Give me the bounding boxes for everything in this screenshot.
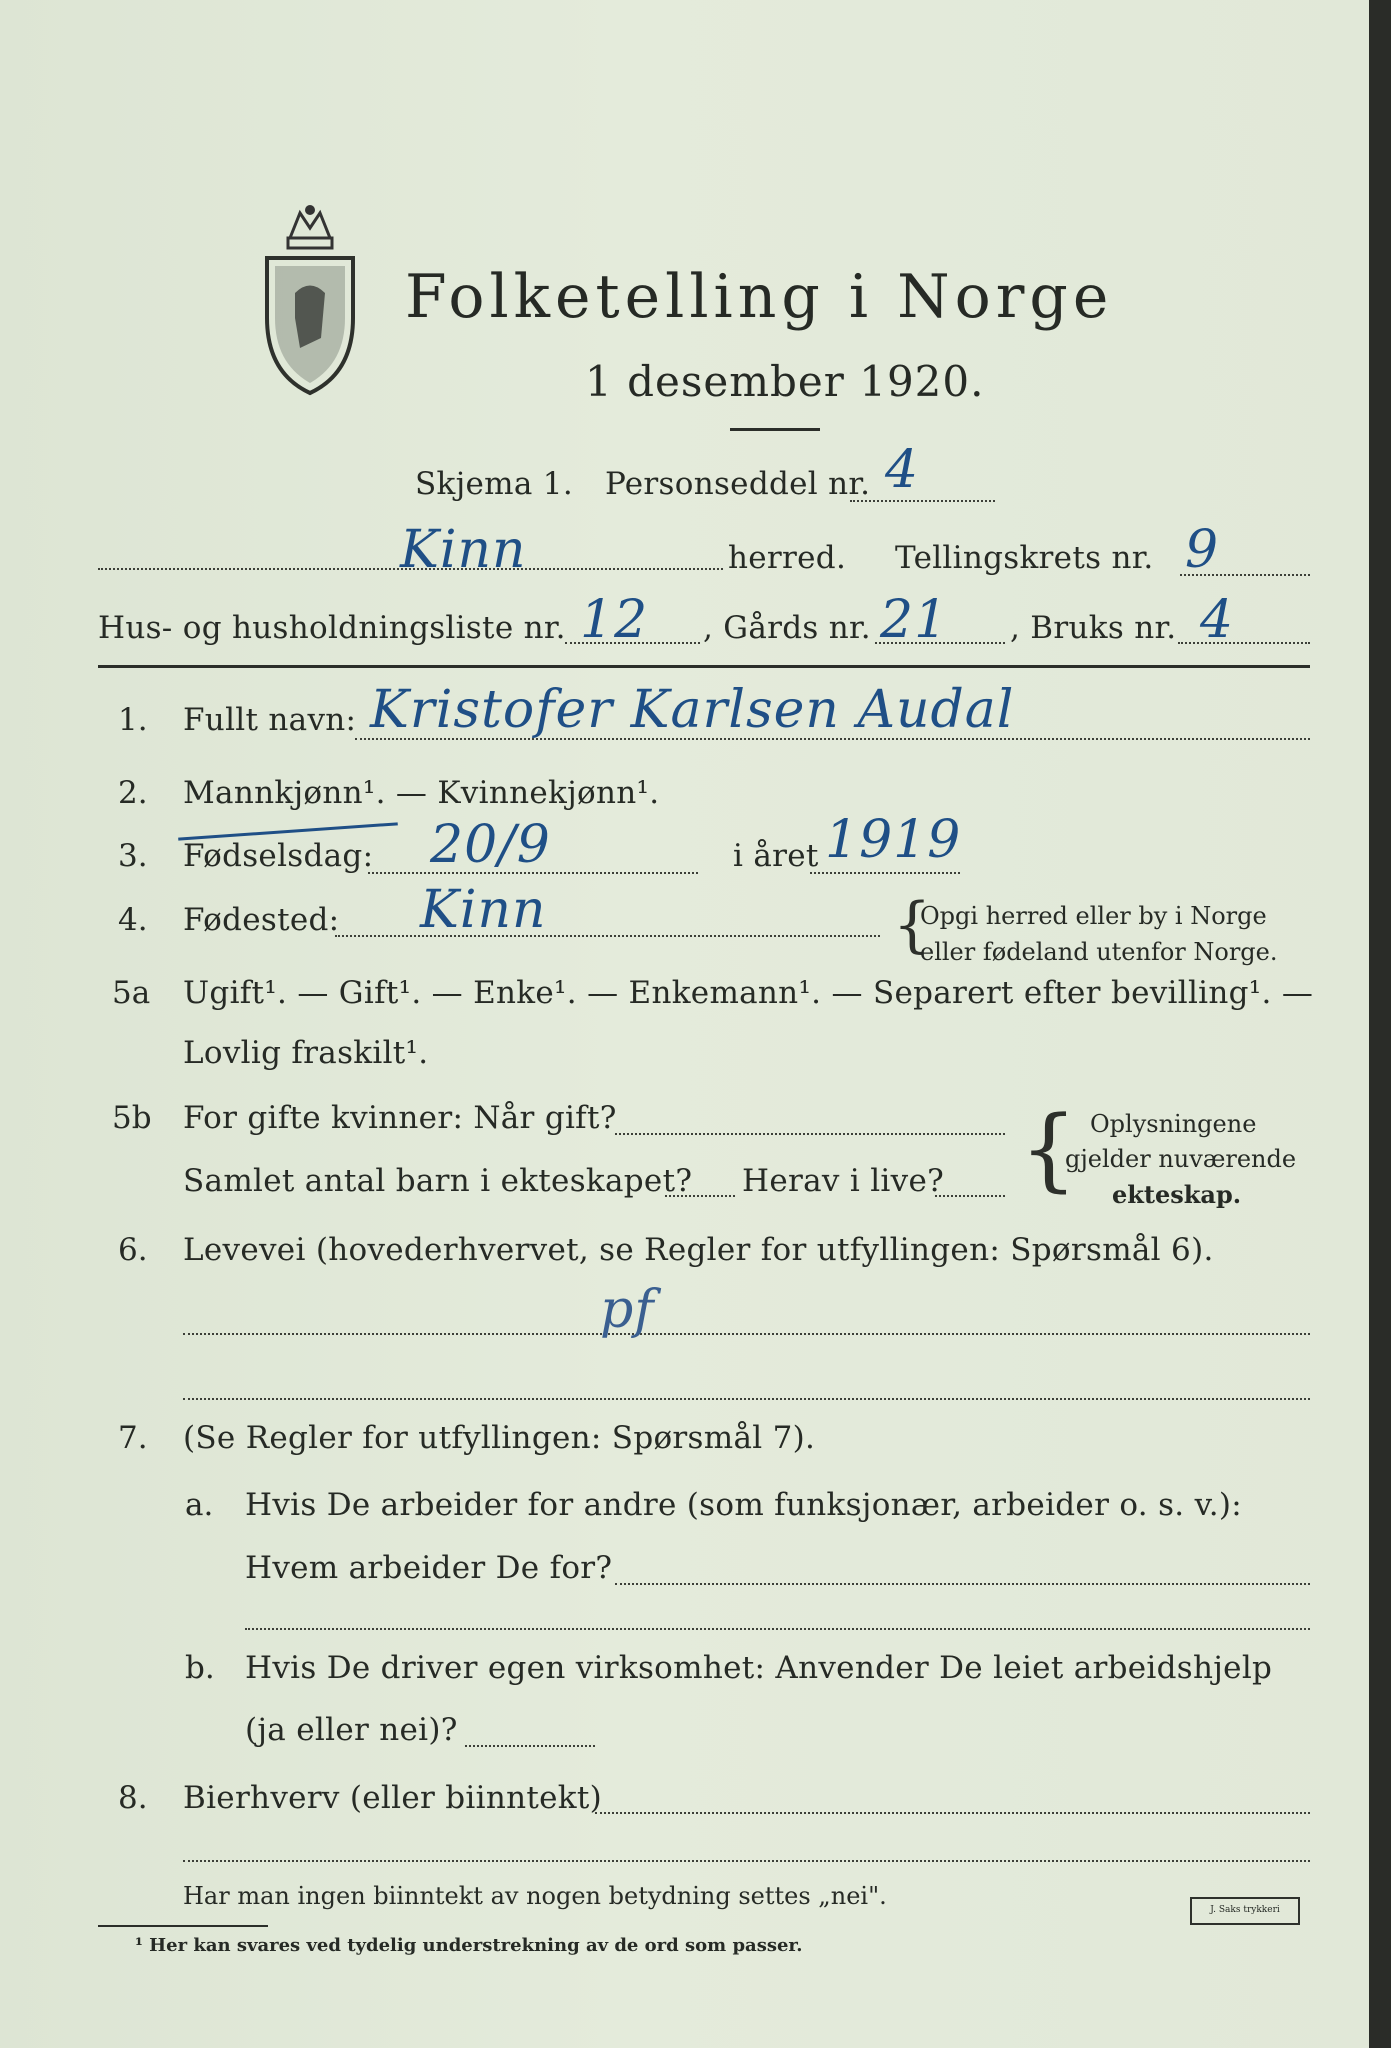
personseddel-value[interactable]: 4 xyxy=(885,440,920,500)
q2-label: Mannkjønn¹. — Kvinnekjønn¹. xyxy=(183,775,660,811)
q5b-label-2: Samlet antal barn i ekteskapet? xyxy=(183,1163,693,1199)
q7-number: 7. xyxy=(118,1420,148,1456)
q5b-note-1: Oplysningene xyxy=(1090,1110,1257,1138)
occupation-value[interactable]: pf xyxy=(600,1280,655,1340)
q1-label: Fullt navn: xyxy=(183,702,357,738)
header-rule xyxy=(98,665,1310,668)
bruks-label: , Bruks nr. xyxy=(1010,610,1177,646)
schema-label: Skjema 1. xyxy=(415,466,573,502)
q4-brace: { xyxy=(893,890,932,960)
alive-line xyxy=(935,1195,1005,1197)
q6-label: Levevei (hovederhvervet, se Regler for utfyllingen: Spørsmål 6). xyxy=(183,1232,1214,1268)
birthdate-value[interactable]: 20/9 xyxy=(430,815,551,875)
q7b-label: Hvis De driver egen virksomhet: Anvender De leiet arbeidshjelp xyxy=(245,1650,1273,1686)
children-line xyxy=(665,1195,735,1197)
personseddel-label: Personseddel nr. xyxy=(605,466,871,502)
full-name-value[interactable]: Kristofer Karlsen Audal xyxy=(370,680,1015,740)
year-value[interactable]: 1919 xyxy=(825,810,962,870)
q5b-brace: { xyxy=(1020,1097,1078,1202)
bruks-line xyxy=(1178,642,1310,644)
q7b-label-2: (ja eller nei)? xyxy=(245,1712,458,1748)
q1-number: 1. xyxy=(118,702,148,738)
q7a-label-2: Hvem arbeider De for? xyxy=(245,1550,613,1586)
footnote-rule xyxy=(98,1925,268,1927)
married-when-line xyxy=(615,1133,1005,1135)
census-date: 1 desember 1920. xyxy=(585,357,985,406)
q8-label: Bierhverv (eller biinntekt) xyxy=(183,1780,603,1816)
hired-help-line xyxy=(465,1745,595,1747)
gards-label: , Gårds nr. xyxy=(703,610,871,646)
hus-value[interactable]: 12 xyxy=(580,590,649,650)
q7-label: (Se Regler for utfyllingen: Spørsmål 7). xyxy=(183,1420,816,1456)
tellingskrets-label: Tellingskrets nr. xyxy=(895,540,1154,576)
q5a-number: 5a xyxy=(112,975,151,1011)
birthplace-value[interactable]: Kinn xyxy=(420,880,547,940)
gards-value[interactable]: 21 xyxy=(880,590,949,650)
coat-of-arms-icon xyxy=(255,198,365,398)
herred-label: herred. xyxy=(728,540,847,576)
q4-number: 4. xyxy=(118,902,148,938)
tellingskrets-value[interactable]: 9 xyxy=(1185,520,1220,580)
employer-line-2 xyxy=(245,1628,1310,1630)
herred-value[interactable]: Kinn xyxy=(400,520,527,580)
occupation-line-2 xyxy=(183,1398,1310,1400)
q3-label: Fødselsdag: xyxy=(183,838,374,874)
q8-note: Har man ingen biinntekt av nogen betydning settes „nei". xyxy=(183,1882,887,1910)
q2-number: 2. xyxy=(118,775,148,811)
q5b-label: For gifte kvinner: Når gift? xyxy=(183,1100,617,1136)
employer-line-1 xyxy=(615,1583,1310,1585)
hus-label: Hus- og husholdningsliste nr. xyxy=(98,610,566,646)
year-line xyxy=(810,872,960,874)
q3-number: 3. xyxy=(118,838,148,874)
q4-label: Fødested: xyxy=(183,902,340,938)
q4-note-1: Opgi herred eller by i Norge xyxy=(920,902,1267,930)
q7b-letter: b. xyxy=(185,1650,215,1686)
q7a-label: Hvis De arbeider for andre (som funksjonær, arbeider o. s. v.): xyxy=(245,1487,1243,1523)
form-title: Folketelling i Norge xyxy=(405,262,1114,332)
q5a-label: Ugift¹. — Gift¹. — Enke¹. — Enkemann¹. — Separert efter bevilling¹. — xyxy=(183,975,1314,1011)
personseddel-line xyxy=(850,500,995,502)
q4-note-2: eller fødeland utenfor Norge. xyxy=(920,938,1278,966)
birthplace-line xyxy=(335,935,880,937)
q6-number: 6. xyxy=(118,1232,148,1268)
side-income-line-2 xyxy=(183,1860,1310,1862)
footnote: ¹ Her kan svares ved tydelig understrekning av de ord som passer. xyxy=(135,1935,803,1956)
q8-number: 8. xyxy=(118,1780,148,1816)
year-label: i året xyxy=(733,838,819,874)
q5b-label-3: Herav i live? xyxy=(742,1163,945,1199)
q5b-note-2: gjelder nuværende xyxy=(1065,1145,1297,1173)
q5a-label-2: Lovlig fraskilt¹. xyxy=(183,1035,429,1071)
printer-stamp: J. Saks trykkeri xyxy=(1190,1897,1300,1925)
q5b-note-3: ekteskap. xyxy=(1112,1180,1242,1209)
scan-edge xyxy=(1369,0,1391,2048)
side-income-line-1 xyxy=(595,1812,1310,1814)
q5b-number: 5b xyxy=(112,1100,152,1136)
bruks-value[interactable]: 4 xyxy=(1200,590,1235,650)
title-divider xyxy=(730,428,820,431)
occupation-line-1 xyxy=(183,1333,1310,1335)
q7a-letter: a. xyxy=(185,1487,214,1523)
